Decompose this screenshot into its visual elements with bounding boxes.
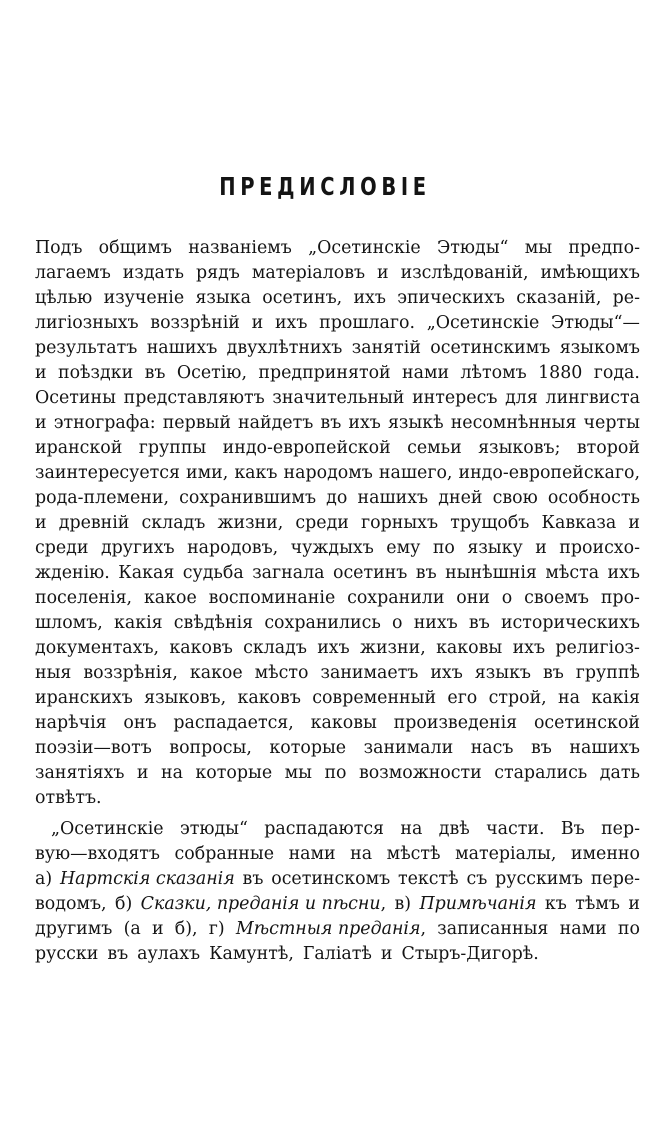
word: а) <box>35 869 53 889</box>
word: и <box>628 894 640 914</box>
word: для <box>505 388 538 408</box>
text-line <box>35 867 640 892</box>
word: каковъ <box>169 638 233 658</box>
word: Этюды“ <box>436 238 509 258</box>
word: сказаній, <box>516 288 602 308</box>
word: и <box>35 363 47 383</box>
word: въ <box>415 563 437 583</box>
word: первый <box>162 413 231 433</box>
text-line <box>35 686 640 711</box>
word: на <box>558 688 580 708</box>
word: Камунтѣ, <box>209 944 294 964</box>
word: эпическихъ <box>397 288 505 308</box>
word: каковы <box>310 713 377 733</box>
word: осетинской <box>533 713 640 733</box>
word: прошлаго. <box>319 313 416 333</box>
word: они <box>456 588 490 608</box>
word: про- <box>600 588 640 608</box>
word: складъ <box>141 513 206 533</box>
text-line <box>35 661 640 686</box>
text-line <box>35 611 640 636</box>
word: своемъ <box>524 588 589 608</box>
text-line <box>35 817 640 842</box>
word: двухлѣтнихъ <box>226 338 343 358</box>
text-line <box>35 436 640 461</box>
word: Осетію, <box>176 363 247 383</box>
word: мѣста <box>545 563 600 583</box>
word: цѣлью <box>35 288 93 308</box>
word: языку <box>467 538 523 558</box>
word: по <box>617 919 640 939</box>
word: по <box>432 538 455 558</box>
page-title: ПРЕДИСЛОВІЕ <box>219 172 431 201</box>
word: мы <box>284 763 312 783</box>
paragraph-1 <box>35 236 640 811</box>
text-line <box>35 761 640 786</box>
word: лигіозныхъ <box>35 313 139 333</box>
word: нашихъ <box>569 738 640 758</box>
word: нами <box>288 844 336 864</box>
word: Подъ <box>35 238 83 258</box>
word: именно <box>570 844 640 864</box>
paragraph-2 <box>35 817 640 967</box>
word: группѣ <box>575 663 640 683</box>
word: дать <box>599 763 640 783</box>
word: занимаетъ <box>320 663 419 683</box>
word: лагаемъ <box>35 263 111 283</box>
text-line <box>35 386 640 411</box>
word: ихъ <box>430 663 463 683</box>
word: семьи <box>407 438 462 458</box>
word: распадается, <box>173 713 294 733</box>
word: и <box>628 513 640 533</box>
text-line <box>35 786 640 811</box>
word: группы <box>138 438 207 458</box>
word: происхо- <box>559 538 640 558</box>
word: языкѣ <box>387 413 444 433</box>
word: въ <box>242 869 264 889</box>
word: собранные <box>174 844 275 864</box>
word: ихъ <box>317 638 350 658</box>
word: рода-племени, <box>35 488 170 508</box>
word: и <box>151 919 164 939</box>
word: трущобъ <box>450 513 530 533</box>
text-line <box>35 842 640 867</box>
word: каковы <box>436 638 503 658</box>
word: религіоз- <box>555 638 640 658</box>
word: текстѣ <box>398 869 459 889</box>
word: о <box>392 613 403 633</box>
word: горныхъ <box>361 513 439 533</box>
word: изслѣдованій, <box>400 263 529 283</box>
word: лингвиста <box>545 388 640 408</box>
word: записанныя <box>437 919 549 939</box>
text-line <box>35 361 640 386</box>
word: Сказки, преданія и пѣсни, <box>140 894 387 914</box>
word: этнографа: <box>53 413 156 433</box>
word: г) <box>208 919 225 939</box>
word: Примѣчанія <box>419 894 537 914</box>
word: и <box>136 763 149 783</box>
word: какъ <box>234 463 278 483</box>
word: мѣстѣ <box>386 844 441 864</box>
word: и <box>251 313 264 333</box>
word: загнала <box>252 563 325 583</box>
word: названіемъ <box>188 238 292 258</box>
word: осетинъ <box>332 563 408 583</box>
word: сохранили <box>347 588 445 608</box>
word: изученіе <box>103 288 185 308</box>
word: предпо- <box>568 238 640 258</box>
word: воспоминаніе <box>208 588 336 608</box>
text-line <box>35 261 640 286</box>
word: тѣмъ <box>575 894 620 914</box>
text-line <box>35 586 640 611</box>
word: поселенія, <box>35 588 133 608</box>
text-line <box>35 336 640 361</box>
word: въ <box>320 413 342 433</box>
text-line <box>35 461 640 486</box>
word: ихъ <box>607 563 640 583</box>
word: двѣ <box>438 819 470 839</box>
word: среди <box>295 513 349 533</box>
word: насъ <box>470 738 514 758</box>
word: къ <box>544 894 567 914</box>
word: предпринятой <box>258 363 391 383</box>
text-line <box>35 486 640 511</box>
word: рядъ <box>195 263 240 283</box>
word: его <box>447 688 478 708</box>
word: шломъ, <box>35 613 103 633</box>
word: дней <box>438 488 483 508</box>
text-line <box>35 892 640 917</box>
word: ихъ <box>348 413 381 433</box>
word: найдетъ <box>238 413 314 433</box>
word: Этюды“— <box>551 313 640 333</box>
text-line <box>35 411 640 436</box>
word: на <box>160 763 183 783</box>
word: индо-европейскаго, <box>458 463 640 483</box>
word: б), <box>174 919 198 939</box>
word: лѣтомъ <box>460 363 527 383</box>
word: пер- <box>601 819 640 839</box>
word: мѣсто <box>254 663 309 683</box>
text-line <box>35 561 640 586</box>
word: и <box>380 944 393 964</box>
text-line <box>35 511 640 536</box>
word: какое <box>143 588 197 608</box>
word: ре- <box>612 288 640 308</box>
word: „Осетинскіе <box>51 819 164 839</box>
word: жизни, <box>359 638 426 658</box>
word: ихъ <box>274 313 308 333</box>
word: которые <box>269 738 347 758</box>
word: Галіатѣ <box>302 944 372 964</box>
word: языковъ, <box>144 688 227 708</box>
word: строй, <box>488 688 547 708</box>
word: нашего, <box>378 463 453 483</box>
word: иранскихъ <box>35 688 133 708</box>
word: древній <box>58 513 130 533</box>
word: языка <box>195 288 251 308</box>
word: среди <box>35 538 89 558</box>
word: года. <box>593 363 640 383</box>
text-line <box>35 942 640 967</box>
word: съ <box>466 869 488 889</box>
word: другихъ <box>100 538 175 558</box>
word: „Осетинскіе <box>426 313 540 333</box>
word: матеріалы, <box>455 844 557 864</box>
word: Мѣстныя преданія, <box>235 919 427 939</box>
word: иранской <box>35 438 123 458</box>
text-line <box>35 536 640 561</box>
word: б) <box>114 894 133 914</box>
word: Какая <box>118 563 175 583</box>
word: какія <box>591 688 640 708</box>
word: произведенія <box>393 713 518 733</box>
word: какое <box>189 663 243 683</box>
word: осетинъ, <box>262 288 343 308</box>
word: языкомъ <box>559 338 640 358</box>
word: занятій <box>351 338 421 358</box>
word: о <box>501 588 513 608</box>
word: общимъ <box>98 238 172 258</box>
text-line <box>35 917 640 942</box>
word: издать <box>122 263 184 283</box>
word: особность <box>547 488 640 508</box>
word: в) <box>394 894 412 914</box>
word: поѣздки <box>57 363 134 383</box>
word: интересъ <box>412 388 498 408</box>
word: „Осетинскіе <box>308 238 421 258</box>
text-line <box>35 311 640 336</box>
word: занимали <box>363 738 454 758</box>
word: пере- <box>590 869 640 889</box>
word: русскимъ <box>495 869 583 889</box>
word: сохранившимъ <box>179 488 317 508</box>
word: матеріаловъ <box>251 263 366 283</box>
word: осетинскимъ <box>430 338 551 358</box>
word: и <box>535 538 547 558</box>
word: 1880 <box>538 363 583 383</box>
word: водомъ, <box>35 894 107 914</box>
word: и <box>377 263 389 283</box>
word: (а <box>123 919 141 939</box>
word: ими, <box>186 463 229 483</box>
text-line <box>35 236 640 261</box>
word: народомъ <box>283 463 373 483</box>
word: Осетины <box>35 388 116 408</box>
word: которые <box>195 763 273 783</box>
word: нынѣшнія <box>445 563 537 583</box>
word: языковъ; <box>478 438 561 458</box>
word: русски <box>35 944 99 964</box>
word: аулахъ <box>137 944 201 964</box>
word: старались <box>494 763 588 783</box>
word: индо-европейской <box>222 438 391 458</box>
word: нарѣчія <box>35 713 107 733</box>
word: языкъ <box>474 663 531 683</box>
word: мы <box>524 238 553 258</box>
word: народовъ, <box>187 538 279 558</box>
word: нами <box>402 363 450 383</box>
word: по <box>324 763 347 783</box>
word: складъ <box>243 638 307 658</box>
word: нашихъ <box>146 338 218 358</box>
word: ихъ <box>353 288 386 308</box>
word: онъ <box>123 713 157 733</box>
word: свѣдѣнія <box>173 613 254 633</box>
word: осетинскомъ <box>271 869 391 889</box>
word: въ <box>542 663 564 683</box>
word: ихъ <box>512 638 546 658</box>
word: историческихъ <box>500 613 640 633</box>
word: въ <box>144 363 166 383</box>
word: нихъ <box>413 613 458 633</box>
word: части. <box>486 819 545 839</box>
word: воззрѣнія, <box>83 663 178 683</box>
word: распадаются <box>264 819 385 839</box>
text-line <box>35 636 640 661</box>
word: Въ <box>560 819 585 839</box>
word: на <box>400 819 423 839</box>
word: ныя <box>35 663 72 683</box>
word: второй <box>576 438 640 458</box>
word: въ <box>107 944 129 964</box>
word: представляютъ <box>123 388 265 408</box>
word: Кавказа <box>541 513 617 533</box>
word: жизни, <box>217 513 284 533</box>
word: черты <box>583 413 640 433</box>
word: вую—входятъ <box>35 844 160 864</box>
word: возможности <box>358 763 482 783</box>
word: значительный <box>272 388 405 408</box>
word: современный <box>312 688 437 708</box>
word: занятіяхъ <box>35 763 125 783</box>
word: результатъ <box>35 338 138 358</box>
word: нашихъ <box>357 488 429 508</box>
word: вопросы, <box>169 738 252 758</box>
body-text <box>35 236 640 967</box>
word: чуждыхъ <box>290 538 374 558</box>
word: поэзіи—вотъ <box>35 738 152 758</box>
word: имѣющихъ <box>540 263 640 283</box>
word: свою <box>492 488 538 508</box>
word: каковъ <box>237 688 301 708</box>
word: на <box>350 844 373 864</box>
word: въ <box>530 738 552 758</box>
word: какія <box>113 613 163 633</box>
text-line <box>35 711 640 736</box>
word: судьба <box>182 563 244 583</box>
word: Нартскія сказанія <box>59 869 235 889</box>
word: въ <box>468 613 490 633</box>
word: несомнѣнныя <box>450 413 577 433</box>
word: жденію. <box>35 563 110 583</box>
word: и <box>35 513 47 533</box>
text-line <box>35 736 640 761</box>
word: до <box>326 488 348 508</box>
word: этюды“ <box>179 819 248 839</box>
word: и <box>35 413 47 433</box>
word: ему <box>386 538 421 558</box>
word: нами <box>559 919 607 939</box>
word: отвѣтъ. <box>35 788 102 808</box>
text-line <box>35 286 640 311</box>
word: воззрѣній <box>150 313 240 333</box>
word: Стыръ-Дигорѣ. <box>401 944 539 964</box>
word: заинтересуется <box>35 463 180 483</box>
word: другимъ <box>35 919 113 939</box>
word: сохранились <box>264 613 381 633</box>
word: документахъ, <box>35 638 160 658</box>
